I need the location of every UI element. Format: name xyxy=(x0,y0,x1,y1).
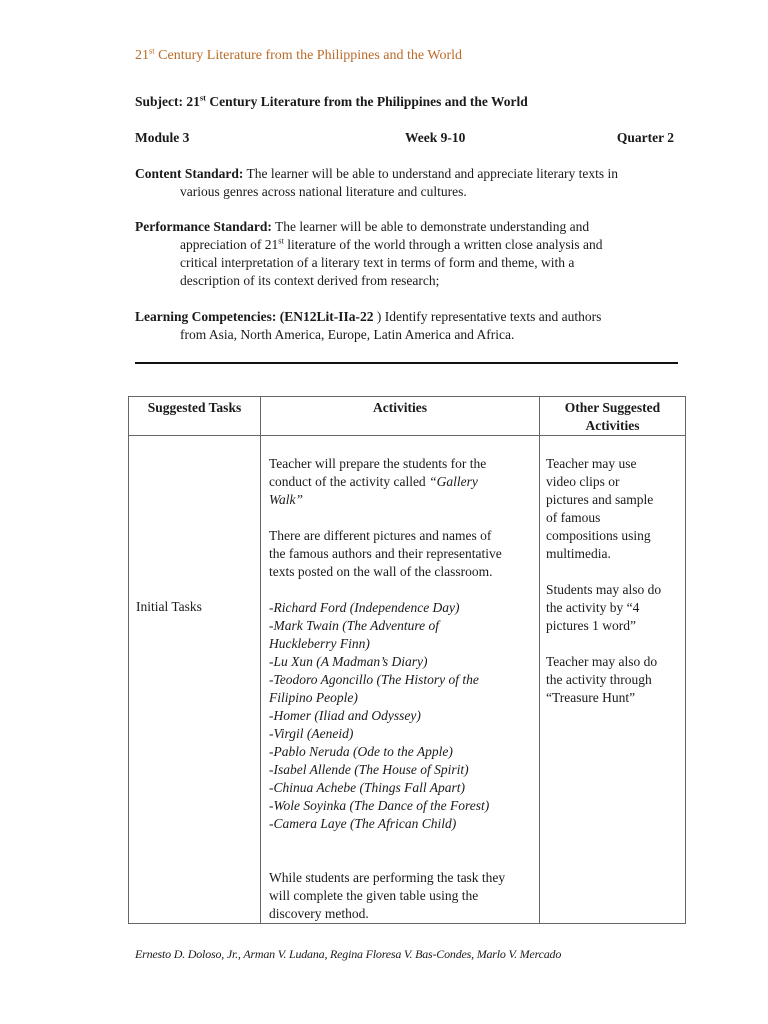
performance-standard-line2 xyxy=(135,236,680,254)
list-item: -Richard Ford (Independence Day) xyxy=(269,600,460,615)
header-other-suggested xyxy=(540,397,686,436)
quarter-label: Quarter 2 xyxy=(616,130,674,145)
header-superscript: st xyxy=(149,45,155,56)
authors-footer: Ernesto D. Doloso, Jr., Arman V. Ludana, Regina Floresa V. Bas-Condes, Marlo V. Mercado xyxy=(135,947,562,961)
list-item: Filipino People) xyxy=(269,690,358,705)
activities-text: There are different pictures and names of xyxy=(269,528,492,543)
subject-label: Subject: 21 xyxy=(135,94,200,109)
row-label-initial-tasks: Initial Tasks xyxy=(136,599,202,614)
activities-text: Teacher will prepare the students for the xyxy=(269,456,487,471)
list-item: -Camera Laye (The African Child) xyxy=(269,816,457,831)
other-activities-text: multimedia. xyxy=(546,546,611,561)
activities-text: texts posted on the wall of the classroom. xyxy=(269,564,493,579)
list-item: -Virgil (Aeneid) xyxy=(269,726,354,741)
list-item: -Teodoro Agoncillo (The History of the xyxy=(269,672,479,687)
activities-text: the famous authors and their representative xyxy=(269,546,502,561)
header-activities-label: Activities xyxy=(373,400,427,415)
header-suggested-tasks-label: Suggested Tasks xyxy=(147,400,242,415)
competency-code: (EN12Lit-IIa-22 xyxy=(276,309,374,324)
list-item: -Lu Xun (A Madman’s Diary) xyxy=(269,654,428,669)
performance-line2-rest: literature of the world through a written close analysis and xyxy=(283,237,603,252)
other-activities-text: pictures and sample xyxy=(546,492,654,507)
other-activities-text: of famous xyxy=(546,510,601,525)
performance-line2-prefix: appreciation of 21 xyxy=(180,237,279,252)
subject-text: Century Literature from the Philippines and the World xyxy=(206,94,528,109)
list-item: -Isabel Allende (The House of Spirit) xyxy=(269,762,469,777)
header-activities xyxy=(261,397,540,436)
header-text-rest: Century Literature from the Philippines and the World xyxy=(154,48,462,63)
other-activities-text: Teacher may use xyxy=(546,456,637,471)
other-activities-text: the activity by “4 xyxy=(546,600,640,615)
module-row xyxy=(135,129,675,147)
activities-text: While students are performing the task they xyxy=(269,870,506,885)
header-suggested-tasks xyxy=(129,397,261,436)
other-activities-text: Students may also do xyxy=(546,582,662,597)
other-activities-text: pictures 1 word” xyxy=(546,618,636,633)
gallery-walk-italic: “Gallery xyxy=(429,474,478,489)
tasks-table xyxy=(128,396,686,924)
list-item: -Pablo Neruda (Ode to the Apple) xyxy=(269,744,453,759)
document-header xyxy=(135,47,462,65)
learning-competencies xyxy=(135,308,680,344)
list-item: -Homer (Iliad and Odyssey) xyxy=(269,708,421,723)
table-row xyxy=(129,436,686,924)
gallery-walk-italic-cont: Walk” xyxy=(269,492,304,507)
learning-competencies-text-cont: from Asia, North America, Europe, Latin America and Africa. xyxy=(180,327,515,342)
other-activities-text: compositions using xyxy=(546,528,651,543)
learning-competencies-label: Learning Competencies: xyxy=(135,309,277,324)
cell-other-activities xyxy=(540,436,686,924)
performance-standard-line3: critical interpretation of a literary text in terms of form and theme, with a xyxy=(180,255,575,270)
performance-standard-line4: description of its context derived from research; xyxy=(180,273,440,288)
header-other-line1: Other Suggested xyxy=(564,400,661,415)
subject-superscript: st xyxy=(199,92,207,103)
subject-line xyxy=(135,93,528,111)
header-text: 21 xyxy=(135,48,149,63)
activities-text: discovery method. xyxy=(269,906,369,921)
other-activities-text: the activity through xyxy=(546,672,652,687)
week-label: Week 9-10 xyxy=(405,130,466,145)
content-standard-text: The learner will be able to understand and appreciate literary texts in xyxy=(243,166,618,181)
content-standard xyxy=(135,165,680,201)
activities-text: will complete the given table using the xyxy=(269,888,479,903)
content-standard-text-cont: various genres across national literature and cultures. xyxy=(180,184,467,199)
list-item: -Wole Soyinka (The Dance of the Forest) xyxy=(269,798,490,813)
list-item: Huckleberry Finn) xyxy=(269,636,370,651)
header-other-line2: Activities xyxy=(585,418,640,433)
table-header-row xyxy=(129,397,686,436)
other-activities-text: “Treasure Hunt” xyxy=(546,690,636,705)
horizontal-divider xyxy=(135,362,678,364)
module-label: Module 3 xyxy=(135,130,190,145)
content-standard-label: Content Standard: xyxy=(135,166,244,181)
list-item: -Chinua Achebe (Things Fall Apart) xyxy=(269,780,465,795)
list-item: -Mark Twain (The Adventure of xyxy=(269,618,439,633)
other-activities-text: video clips or xyxy=(546,474,620,489)
authors-list xyxy=(269,599,535,833)
performance-superscript: st xyxy=(278,235,284,246)
performance-standard-text: The learner will be able to demonstrate understanding and xyxy=(271,219,590,234)
performance-standard-label: Performance Standard: xyxy=(135,219,272,234)
cell-activities xyxy=(261,436,540,924)
performance-standard xyxy=(135,218,680,290)
cell-initial-tasks xyxy=(129,436,261,924)
other-activities-text: Teacher may also do xyxy=(546,654,658,669)
activities-text: conduct of the activity called xyxy=(269,474,430,489)
learning-competencies-text: ) Identify representative texts and authors xyxy=(373,309,602,324)
